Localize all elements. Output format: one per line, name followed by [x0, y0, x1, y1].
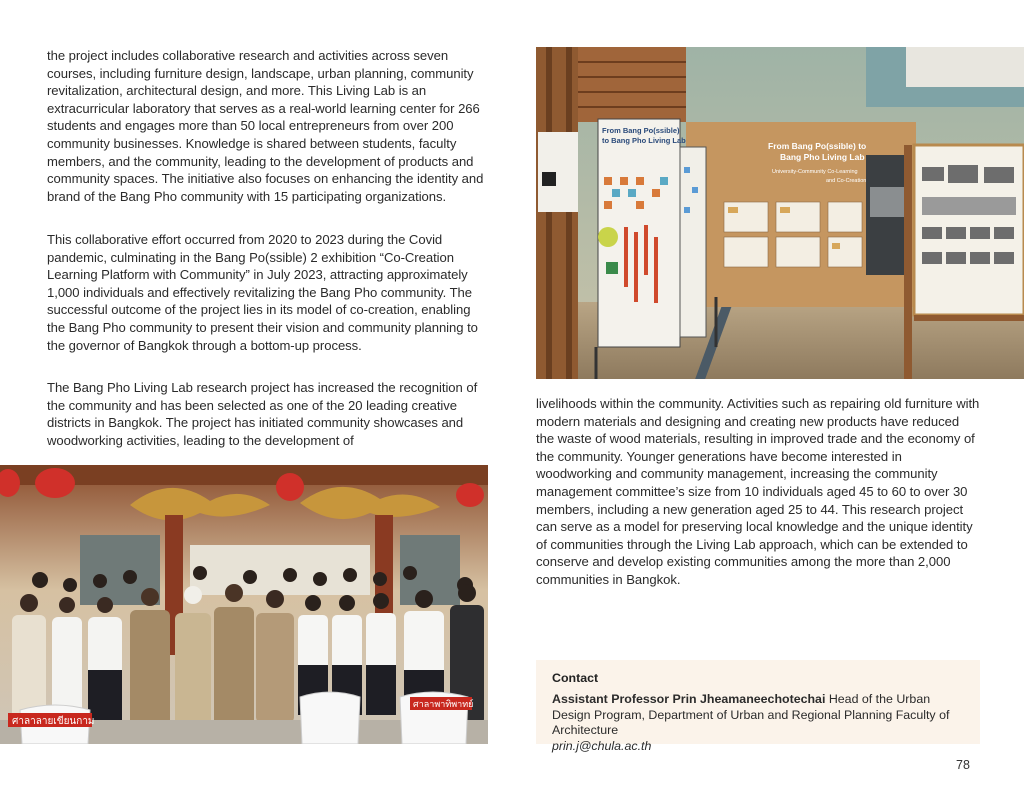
- contact-name: Assistant Professor Prin Jheamaneechotechai: [552, 692, 826, 707]
- body-paragraph-3: The Bang Pho Living Lab research project has increased the recognition of the community and has been selected as one of the 20 leading creative districts in Bangkok. The project has initiated community showcases and woodworking activities, leading to the development of: [47, 380, 478, 448]
- svg-text:University-Community Co-Learni: University-Community Co-Learning: [772, 169, 858, 175]
- contact-box: [536, 660, 980, 753]
- svg-text:From Bang Po(ssible): From Bang Po(ssible): [602, 126, 680, 135]
- svg-text:and Co-Creation: and Co-Creation: [826, 178, 867, 184]
- svg-text:From Bang Po(ssible) to: From Bang Po(ssible) to: [768, 141, 867, 151]
- contact-title: Contact: [552, 671, 599, 685]
- svg-text:to Bang Pho Living Lab: to Bang Pho Living Lab: [602, 136, 686, 145]
- page-number: 78: [956, 758, 970, 772]
- group-photo-illustration: [0, 465, 488, 744]
- contact-role: Head of the Urban Design Program, Department of Urban and Regional Planning Faculty of Architecture: [552, 692, 950, 738]
- body-paragraph-4: livelihoods within the community. Activities such as repairing old furniture with modern materials and designing and creating new products have reduced the waste of wood materials, resulting in improved trade and the economy of the community. Younger generations have become interested in woodworking and community management, increasing the community management committee’s size from 10 individuals aged 45 to 60 to over 30 members, including a new generation aged 25 to 44. This research project can serve as a model for preserving local knowledge and the unique identity of communities through the Living Lab approach, which can be extended to conserve and develop existing communities among the more than 2,000 communities in Bangkok.: [536, 396, 980, 587]
- body-paragraph-2: This collaborative effort occurred from 2020 to 2023 during the Covid pandemic, culminating in the Bang Po(ssible) 2 exhibition “Co-Creation Learning Platform with Community” in July 2023, attracting approximately 1,000 individuals and effectively revitalizing the Bang Pho community. The successful outcome of the project lies in its model of co-creation, enabling the Bang Pho community to present their vision and community planning to the governor of Bangkok through a bottom-up process.: [47, 232, 478, 353]
- body-paragraph-1: the project includes collaborative research and activities across seven courses, including furniture design, landscape, urban planning, community revitalization, architectural design, and more. This Living Lab is an extracurricular laboratory that serves as a real-world learning center for 266 students and engages more than 50 local entrepreneurs from over 200 community businesses. Knowledge is shared between students, faculty members, and the community, leading to the development of products and community spaces. The initiative also focuses on enhancing the identity and brand of the Bang Pho community with 15 participating organizations.: [47, 48, 484, 204]
- contact-email[interactable]: prin.j@chula.ac.th: [552, 738, 652, 753]
- exhibition-photo: [536, 47, 1024, 379]
- sign-left-text: ศาลาลายเขียนกาม: [12, 716, 95, 727]
- exhibition-photo-illustration: [536, 47, 1024, 379]
- sign-right-text: ศาลาพาทิพาทย์: [413, 700, 474, 710]
- svg-text:Bang Pho Living Lab: Bang Pho Living Lab: [780, 152, 865, 162]
- group-photo: [0, 465, 488, 744]
- contact-details: [552, 692, 964, 738]
